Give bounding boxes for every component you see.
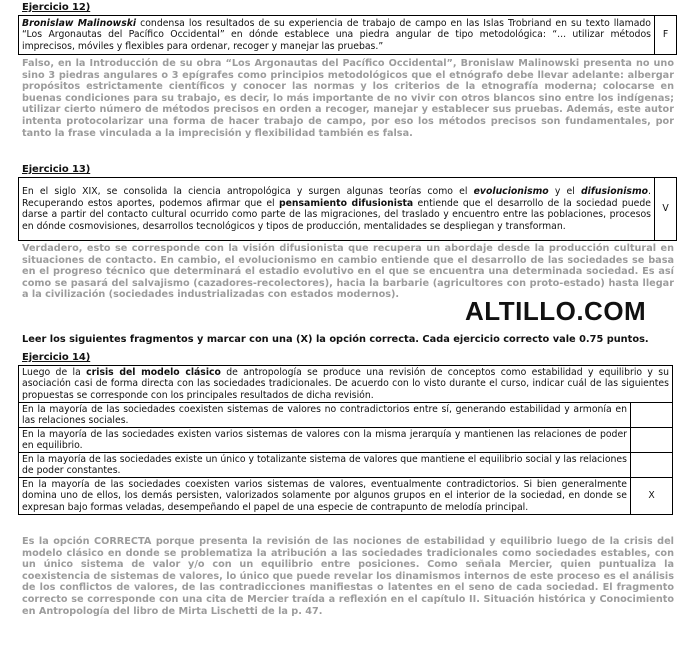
option-3-text: En la mayoría de las sociedades existe un único y totalizante sistema de valores que mantiene el equilibrio social y las relaciones de poder constantes.: [19, 453, 631, 478]
option-2-mark[interactable]: [631, 428, 673, 453]
exercise-14-prompt-text-1: Luego de la: [22, 366, 87, 378]
exercise-13-text-4: entiende que el desarrollo de la sociedad puede darse a partir del contacto cultural ocurrido como parte de las migraciones, del traslado y encuentro entre las poblaciones, procesos en dónde cosmovisiones, desarrollos tecnológicos y tipos de producción, mentalidades se despliegan y transforman.: [22, 197, 652, 232]
exercise-14-prompt: [19, 366, 673, 403]
malinowski-name: Bronislaw Malinowski: [22, 17, 137, 29]
exercise-12-text: condensa los resultados de su experiencia de trabajo de campo en las Islas Trobriand en su texto llamado “Los Argonautas del Pacífico Occidental” en dónde establece una piedra angular de tipo metodológica: “... utilizar métodos imprecisos, móviles y flexibles para ordenar, recoger y manejar las pruebas.”: [22, 17, 651, 52]
altillo-logo: ALTILLO.COM: [465, 296, 647, 326]
option-2-text: En la mayoría de las sociedades existen varios sistemas de valores con la misma jerarquía y mantienen las relaciones de poder en equilibrio.: [19, 428, 631, 453]
exercise-14-prompt-text-2: de antropología se produce una revisión de conceptos como estabilidad y equilibrio y su asociación casi de forma directa con las sociedades tradicionales. De acuerdo con lo visto durante el curso, indicar cuál de las siguientes propuestas se corresponde con los principales resultados de dicha revisión.: [22, 366, 670, 401]
option-row: [19, 403, 673, 428]
option-3-mark[interactable]: [631, 453, 673, 478]
option-row: [19, 453, 673, 478]
difusionismo-term: difusionismo: [581, 186, 649, 197]
option-1-mark[interactable]: [631, 403, 673, 428]
evolucionismo-term: evolucionismo: [473, 186, 549, 197]
pensamiento-difusionista-term: pensamiento difusionista: [278, 197, 414, 209]
exercise-12-statement: [19, 16, 655, 55]
exercise-14-table: [18, 365, 673, 515]
option-1-text: En la mayoría de las sociedades coexisten sistemas de valores no contradictorios entre sí, generando estabilidad y armonía en las relaciones sociales.: [19, 403, 631, 428]
option-4-mark[interactable]: X: [631, 478, 673, 515]
option-4-text: En la mayoría de las sociedades coexisten varios sistemas de valores, eventualmente contradictorios. Si bien generalmente domina uno de ellos, los demás persisten, valorizados solamente por algunos grupos en el interior de la sociedad, en donde se expresan bajo formas veladas, desempeñando el papel de una especie de contrapunto de melodía principal.: [19, 478, 631, 515]
exercise-13-text-3: . Recuperando estos aportes, podemos afirmar que el: [22, 186, 651, 209]
crisis-modelo-clasico-term: crisis del modelo clásico: [86, 366, 221, 378]
exercise-12-answer: Falso, en la Introducción de su obra “Los Argonautas del Pacífico Occidental”, Bronislaw Malinowski presenta no uno sino 3 piedras angulares o 3 epígrafes como principios metodológicos que el etnógrafo debe llevar adelante: albergar propósitos estrictamente científicos y conocer las normas y los criterios de la etnografía moderna; colocarse en buenas condiciones para su trabajo, es decir, lo más importante de no vivir con otros blancos sino entre los indígenas; utilizar cierto número de métodos precisos en orden a recoger, manejar y establecer sus pruebas. Además, este autor intenta protocolarizar una forma de hacer trabajo de campo, por eso los métodos precisos son fundamentales, por tanto la frase vinculada a la imprecisión y flexibilidad también es falsa.: [22, 58, 674, 139]
exercise-13-heading: Ejercicio 13): [22, 164, 91, 175]
option-row: [19, 478, 673, 515]
exercise-13-text-2: y el: [548, 186, 581, 197]
exercise-14-heading: Ejercicio 14): [22, 352, 91, 363]
exercise-13-answer: Verdadero, esto se corresponde con la visión difusionista que recupera un abordaje desde la producción cultural en situaciones de contacto. En cambio, el evolucionismo en cambio entiende que el desarrollo de las sociedades se basa en el progreso técnico que determinará el estadio evolutivo en el que se encuentra una determinada sociedad. Es así como se pasará del salvajismo (cazadores-recolectores), hacia la barbarie (agricultores con proto-estado) hasta llegar a la civilización (sociedades industrializadas con estados modernos).: [22, 243, 674, 301]
exercise-13-table: [18, 177, 677, 241]
exercise-13-text-1: En el siglo XIX, se consolida la ciencia antropológica y surgen algunas teorías como el: [22, 186, 474, 197]
exercise-13-mark[interactable]: V: [655, 178, 677, 241]
exercise-13-statement: [19, 178, 655, 241]
exercise-12-table: [18, 15, 677, 55]
exercise-14-answer: Es la opción CORRECTA porque presenta la revisión de las nociones de estabilidad y equilibrio luego de la crisis del modelo clásico en donde se problematiza la atribución a las sociedades tradicionales como sociedades estables, con un único sistema de valor y/o con un equilibrio entre posiciones. Como señala Mercier, quien puntualiza la coexistencia de sistemas de valores, lo único que puede revelar los dinamismos internos de este proceso es el análisis de los conflictos de valores, de las contradicciones manifiestas o latentes en el seno de cada sociedad. El fragmento correcto se corresponde con una cita de Mercier traída a reflexión en el capítulo II. Situación histórica y Conocimiento en Antropología del libro de Mirta Lischetti de la p. 47.: [22, 536, 674, 617]
exercise-12-heading: Ejercicio 12): [22, 2, 91, 13]
option-row: [19, 428, 673, 453]
instruction-text: Leer los siguientes fragmentos y marcar con una (X) la opción correcta. Cada ejercicio correcto vale 0.75 puntos.: [22, 334, 649, 345]
exercise-12-mark[interactable]: F: [655, 16, 677, 55]
